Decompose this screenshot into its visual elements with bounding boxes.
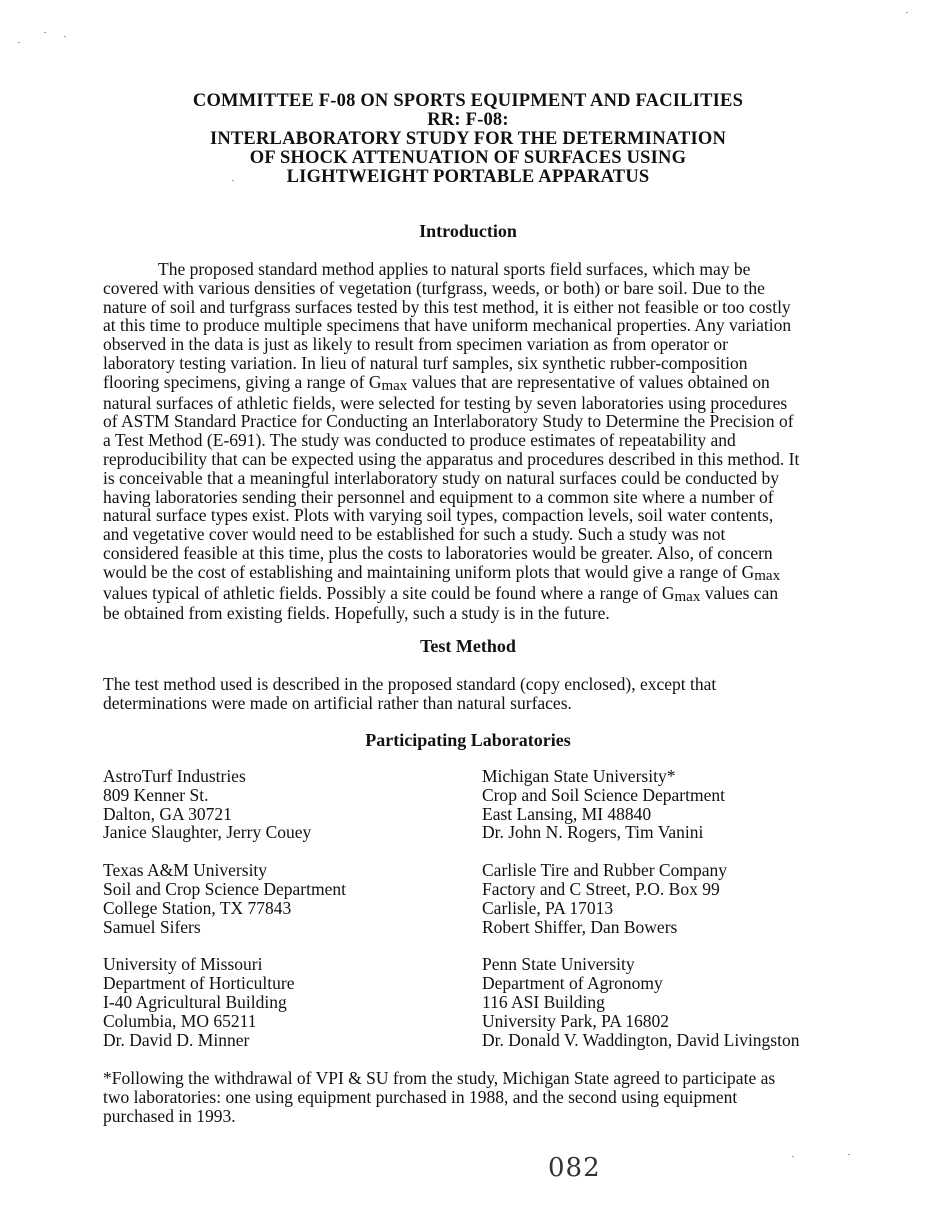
lab-line: Carlisle, PA 17013 [482, 897, 614, 918]
lab-line: Dr. David D. Minner [103, 1029, 250, 1050]
paragraph-line: covered with various densities of vegetation (turfgrass, weeds, or both) or bare soil. Due to the [103, 277, 765, 298]
lab-line: Michigan State University* [482, 766, 676, 786]
lab-line: Dr. John N. Rogers, Tim Vanini [482, 822, 704, 843]
paragraph-line: laboratory testing variation. In lieu of natural turf samples, six synthetic rubber-composition [103, 352, 748, 373]
paragraph-line: having laboratories sending their personnel and equipment to a common site where a number of [103, 486, 774, 507]
laboratory-entry [482, 767, 799, 842]
scan-speck [18, 42, 20, 43]
lab-line: Crop and Soil Science Department [482, 784, 725, 805]
lab-line: Soil and Crop Science Department [103, 878, 346, 899]
test-method-heading: Test Method [420, 636, 516, 656]
footnote-line: *Following the withdrawal of VPI & SU from the study, Michigan State agreed to participate as [103, 1068, 776, 1088]
lab-line: Janice Slaughter, Jerry Couey [103, 822, 312, 843]
lab-line: University of Missouri [103, 954, 263, 975]
introduction-heading: Introduction [419, 221, 517, 241]
lab-line: University Park, PA 16802 [482, 1010, 670, 1031]
title-line: RR: F-08: [427, 110, 509, 130]
gmax-symbol: Gmax [661, 582, 701, 605]
title-line: OF SHOCK ATTENUATION OF SURFACES USING [249, 148, 687, 168]
gmax-symbol: Gmax [368, 371, 408, 394]
lab-line: Carlisle Tire and Rubber Company [482, 860, 727, 881]
laboratories-right-column [482, 767, 799, 1068]
footnote [103, 1069, 838, 1125]
laboratory-entry [482, 955, 799, 1049]
lab-line: Samuel Sifers [103, 916, 201, 937]
scan-speck [906, 12, 908, 13]
paragraph-line: The test method used is described in the proposed standard (copy enclosed), except that [103, 674, 717, 694]
paragraph-line: a Test Method (E-691). The study was conducted to produce estimates of repeatability and [103, 430, 736, 451]
title-line: INTERLABORATORY STUDY FOR THE DETERMINATION [209, 129, 727, 149]
laboratory-entry [103, 861, 346, 936]
paragraph-line: natural surfaces of athletic fields, were selected for testing by seven laboratories using procedures [103, 392, 788, 413]
title-line: LIGHTWEIGHT PORTABLE APPARATUS [286, 167, 650, 187]
paragraph-line: determinations were made on artificial rather than natural surfaces. [103, 692, 572, 713]
lab-line: Dr. Donald V. Waddington, David Livingston [482, 1029, 800, 1050]
paragraph-line [103, 373, 838, 394]
paragraph-line: at this time to produce multiple specimens that have uniform mechanical properties. Any variation [103, 315, 792, 336]
paragraph-line: reproducibility that can be expected using the apparatus and procedures described in this method. It [103, 448, 800, 469]
paragraph-line: be obtained from existing fields. Hopefully, such a study is in the future. [103, 603, 610, 624]
lab-line: Dalton, GA 30721 [103, 803, 232, 824]
footnote-line: two laboratories: one using equipment purchased in 1988, and the second using equipment [103, 1086, 738, 1107]
gmax-symbol: Gmax [741, 561, 781, 584]
lab-line: Robert Shiffer, Dan Bowers [482, 916, 678, 937]
paragraph-line: considered feasible at this time, plus the costs to laboratories would be greater. Also, of concern [103, 542, 773, 563]
paragraph-line [103, 563, 838, 584]
laboratory-entry [103, 955, 346, 1049]
lab-line: Columbia, MO 65211 [103, 1010, 257, 1031]
paragraph-line: observed in the data is just as likely to result from specimen variation as from operator or [103, 334, 728, 355]
lab-line: Department of Horticulture [103, 973, 295, 994]
lab-line: Penn State University [482, 954, 635, 975]
participating-laboratories-heading: Participating Laboratories [365, 730, 571, 750]
laboratory-entry [103, 767, 346, 842]
document-title [0, 92, 936, 187]
lab-line: 116 ASI Building [482, 991, 605, 1012]
page-number: 082 [548, 1153, 601, 1183]
lab-line: Factory and C Street, P.O. Box 99 [482, 878, 720, 899]
lab-line: Texas A&M University [103, 860, 268, 881]
scan-speck [232, 180, 234, 181]
paragraph-line: is conceivable that a meaningful interlaboratory study on natural surfaces could be conducted by [103, 467, 779, 488]
test-method-paragraph [103, 675, 838, 713]
line-text: values typical of athletic fields. Possibly a site could be found where a range of [103, 582, 662, 603]
line-text: flooring specimens, giving a range of [103, 371, 369, 392]
scan-speck [848, 1154, 850, 1155]
paragraph-line: and vegetative cover would need to be established for such a study. Such a study was not [103, 524, 726, 545]
paragraph-line: natural surface types exist. Plots with varying soil types, compaction levels, soil water contents, [103, 505, 774, 526]
line-text: values can [700, 582, 779, 603]
lab-line: 809 Kenner St. [103, 784, 209, 805]
paragraph-line: of ASTM Standard Practice for Conducting an Interlaboratory Study to Determine the Precision of [103, 411, 794, 432]
scan-speck [44, 32, 46, 33]
lab-line: AstroTurf Industries [103, 766, 246, 786]
line-text: would be the cost of establishing and maintaining uniform plots that would give a range of [103, 561, 742, 582]
laboratory-entry [482, 861, 799, 936]
line-text: values that are representative of values obtained on [407, 371, 770, 392]
title-line: COMMITTEE F-08 ON SPORTS EQUIPMENT AND FACILITIES [192, 91, 744, 111]
paragraph-line [103, 584, 838, 605]
lab-line: Department of Agronomy [482, 973, 663, 994]
footnote-line: purchased in 1993. [103, 1105, 236, 1126]
lab-line: I-40 Agricultural Building [103, 991, 287, 1012]
lab-line: College Station, TX 77843 [103, 897, 292, 918]
paragraph-line: The proposed standard method applies to natural sports field surfaces, which may be [158, 259, 751, 279]
lab-line: East Lansing, MI 48840 [482, 803, 652, 824]
introduction-paragraph [103, 260, 838, 623]
scan-speck [792, 1156, 794, 1157]
paragraph-line: nature of soil and turfgrass surfaces tested by this test method, it is either not feasible or too costly [103, 296, 791, 317]
laboratories-left-column [103, 767, 346, 1068]
scan-speck [64, 36, 66, 37]
